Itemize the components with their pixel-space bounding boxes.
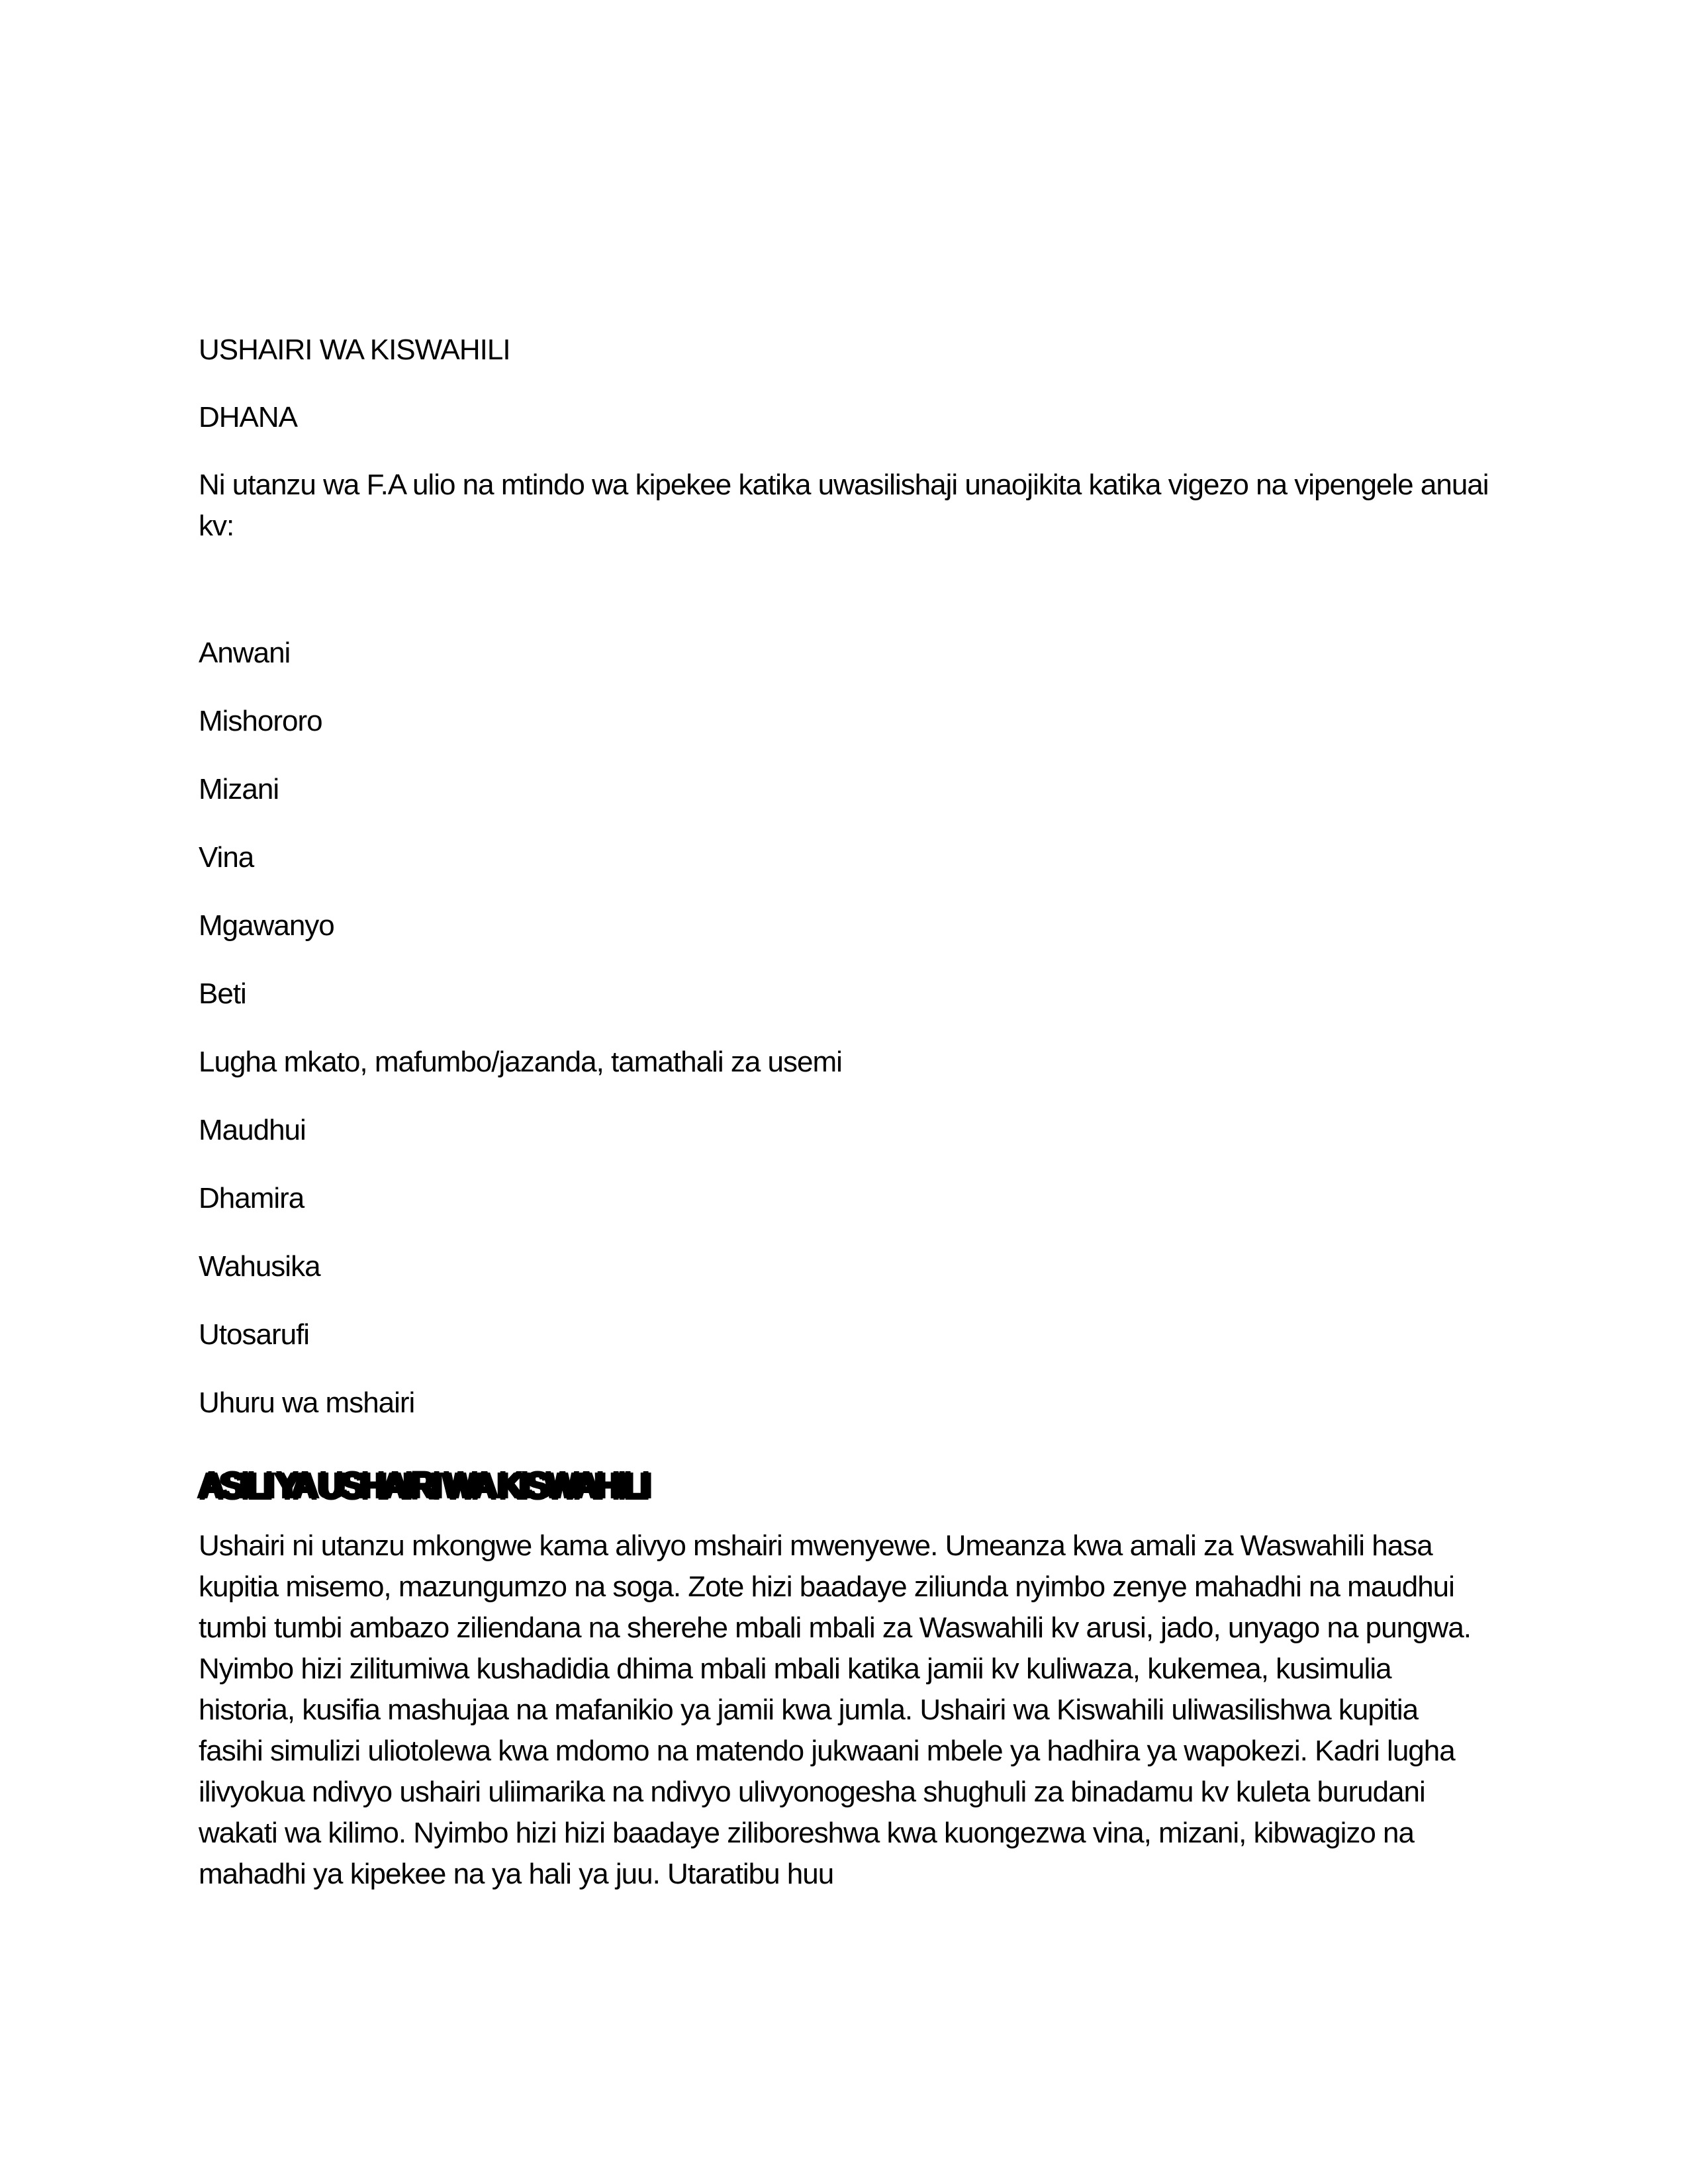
list-item: Vina: [199, 841, 254, 874]
document-title: USHAIRI WA KISWAHILI: [199, 334, 510, 366]
list-item: Maudhui: [199, 1114, 306, 1146]
section-heading: ASILI YA USHAIRI WA KISWAHILI: [199, 1465, 647, 1507]
list-item: Dhamira: [199, 1182, 305, 1214]
list-item: Utosarufi: [199, 1318, 310, 1351]
list-item: Uhuru wa mshairi: [199, 1387, 415, 1419]
list-item: Anwani: [199, 637, 291, 669]
list-item: Beti: [199, 978, 246, 1010]
list-item: Wahusika: [199, 1250, 320, 1283]
list-item: Mishororo: [199, 705, 322, 737]
body-paragraph: Ushairi ni utanzu mkongwe kama alivyo mshairi mwenyewe. Umeanza kwa amali za Waswahili hasa kupitia misemo, mazungumzo na soga. Zote hizi baadaye ziliunda nyimbo zenye mahadhi na maudhui tumbi tumbi ambazo ziliendana na sherehe mbali mbali za Waswahili kv arusi, jado, unyago na pungwa. Nyimbo hizi zilitumiwa kushadidia dhima mbali mbali katika jamii kv kuliwaza, kukemea, kusimulia historia, kusifia mashujaa na mafanikio ya jamii kwa jumla. Ushairi wa Kiswahili uliwasilishwa kupitia fasihi simulizi uliotolewa kwa mdomo na matendo jukwaani mbele ya hadhira ya wapokezi. Kadri lugha ilivyokua ndivyo ushairi uliimarika na ndivyo ulivyonogesha shughuli za binadamu kv kuleta burudani wakati wa kilimo. Nyimbo hizi hizi baadaye ziliboreshwa kwa kuongezwa vina, mizani, kibwagizo na mahadhi ya kipekee na ya hali ya juu. Utaratibu huu: [199, 1529, 1472, 1890]
intro-paragraph: Ni utanzu wa F.A ulio na mtindo wa kipekee katika uwasilishaji unaojikita katika vigezo na vipengele anuai kv:: [199, 469, 1489, 542]
list-item: Lugha mkato, mafumbo/jazanda, tamathali za usemi: [199, 1046, 842, 1078]
document-content: [199, 330, 1489, 1895]
section-subtitle-dhana: DHANA: [199, 401, 298, 433]
elements-list: [199, 633, 1489, 1424]
list-item: Mgawanyo: [199, 909, 334, 942]
list-item: Mizani: [199, 773, 279, 805]
